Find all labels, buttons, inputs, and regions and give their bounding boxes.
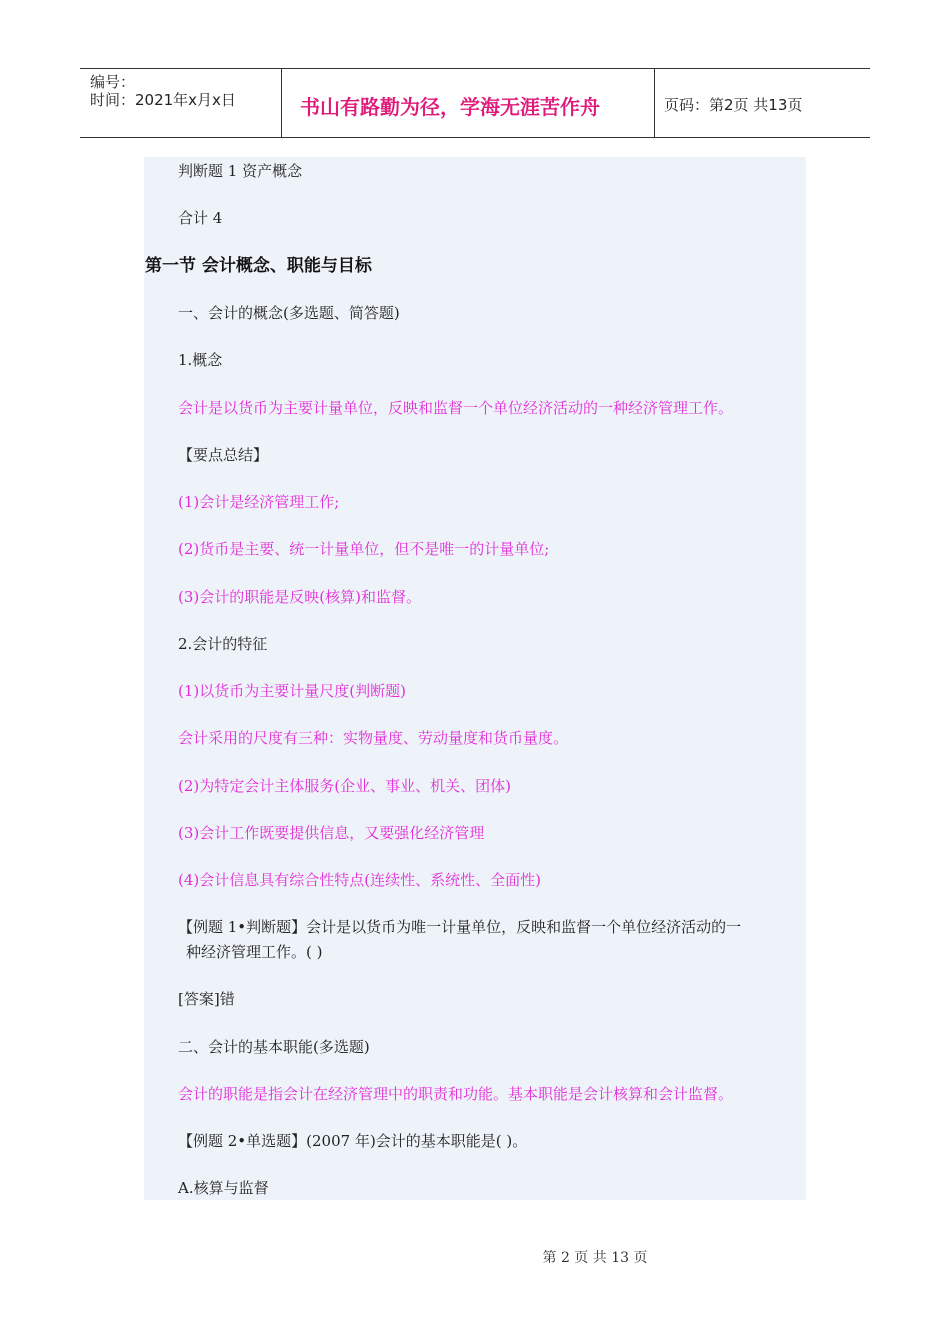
- highlight-line: 会计是以货币为主要计量单位，反映和监督一个单位经济活动的一种经济管理工作。: [178, 399, 734, 417]
- text-line: 【例题 1•判断题】会计是以货币为唯一计量单位，反映和监督一个单位经济活动的一: [178, 918, 742, 936]
- text-line: 合计 4: [178, 209, 223, 227]
- text-line: 一、会计的概念(多选题、简答题): [178, 304, 400, 322]
- document-date: 时间：2021年x月x日: [90, 91, 236, 109]
- header-meta: [90, 73, 236, 109]
- highlight-line: 会计的职能是指会计在经济管理中的职责和功能。基本职能是会计核算和会计监督。: [178, 1085, 734, 1103]
- highlight-line: (1)会计是经济管理工作;: [178, 493, 340, 511]
- document-number: 编号：: [90, 73, 136, 91]
- text-line: 二、会计的基本职能(多选题): [178, 1038, 370, 1056]
- highlight-line: (3)会计工作既要提供信息，又要强化经济管理: [178, 824, 485, 842]
- text-line: 2.会计的特征: [178, 635, 268, 653]
- highlight-line: (2)为特定会计主体服务(企业、事业、机关、团体): [178, 777, 511, 795]
- section-title: 第一节 会计概念、职能与目标: [145, 256, 372, 276]
- page-footer: [0, 1247, 950, 1267]
- header-page-number: 页码：第2页 共13页: [664, 96, 803, 114]
- text-line: 种经济管理工作。( ): [186, 943, 323, 961]
- highlight-line: 会计采用的尺度有三种：实物量度、劳动量度和货币量度。: [178, 729, 569, 747]
- page-header: [80, 68, 870, 138]
- text-line: 【例题 2•单选题】(2007 年)会计的基本职能是( )。: [178, 1132, 528, 1150]
- highlight-line: (1)以货币为主要计量尺度(判断题): [178, 682, 406, 700]
- header-divider: [281, 69, 282, 137]
- text-line: 1.概念: [178, 351, 223, 369]
- text-line: 判断题 1 资产概念: [178, 162, 303, 180]
- header-motto: 书山有路勤为径，学海无涯苦作舟: [300, 95, 600, 119]
- highlight-line: (4)会计信息具有综合性特点(连续性、系统性、全面性): [178, 871, 541, 889]
- highlight-line: (2)货币是主要、统一计量单位，但不是唯一的计量单位;: [178, 540, 550, 558]
- text-line: 【要点总结】: [178, 446, 269, 464]
- header-divider: [654, 69, 655, 137]
- text-line: [答案]错: [178, 990, 235, 1008]
- footer-page-number: 第 2 页 共 13 页: [542, 1250, 648, 1266]
- text-line: A.核算与监督: [178, 1179, 269, 1197]
- highlight-line: (3)会计的职能是反映(核算)和监督。: [178, 588, 421, 606]
